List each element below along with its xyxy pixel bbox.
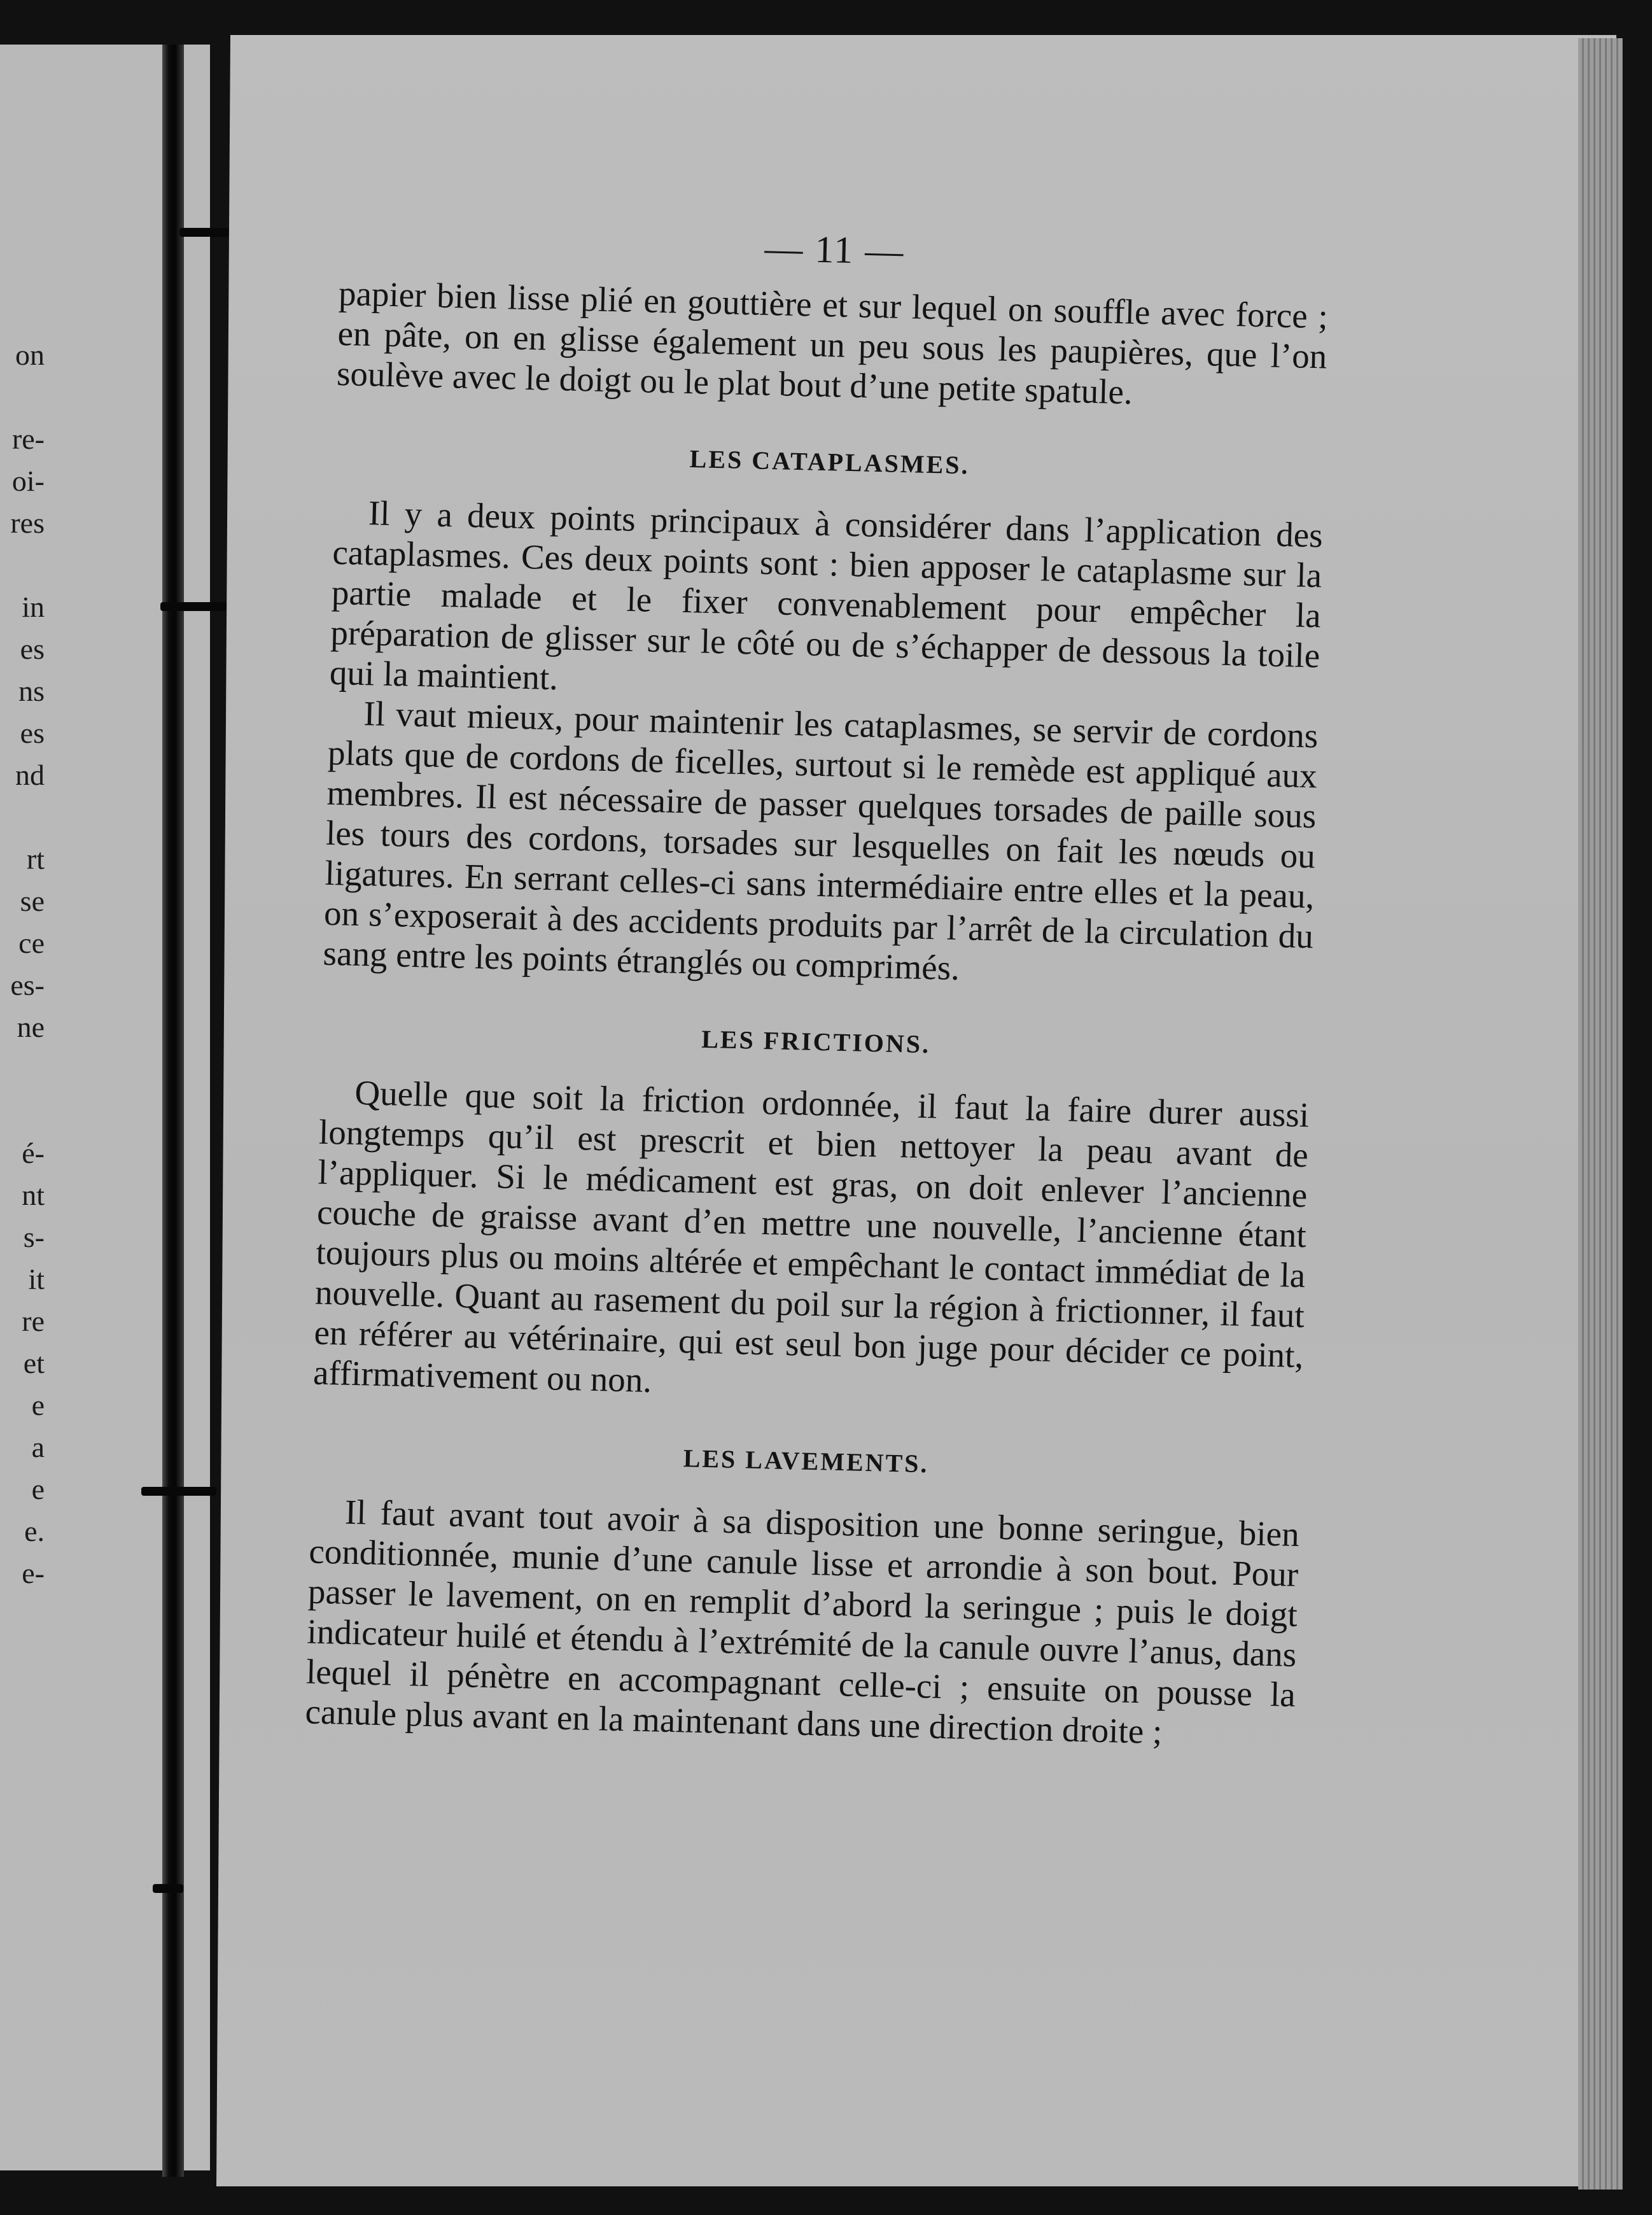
margin-fragment: es- [10, 969, 45, 1001]
section-heading-cataplasmes: LES CATAPLASMES. [689, 444, 970, 480]
margin-fragment: e- [22, 1557, 45, 1589]
opening-paragraph: papier bien lisse plié en gouttière et sur lequel on souffle avec force ; en pâte, on en glisse également un peu sous les paupières, que l’on soulève avec le doigt ou le plat bout d’une petite spatule. [336, 273, 1329, 412]
left-page-margin-fragments [0, 334, 45, 1594]
margin-fragment: on [15, 339, 45, 371]
page-content [305, 216, 1330, 1755]
margin-fragment: a [31, 1431, 45, 1463]
book-binding-spine [162, 45, 184, 2177]
margin-fragment: res [10, 507, 45, 539]
paragraph: Il faut avant tout avoir à sa disposition une bonne seringue, bien conditionnée, munie d’une canule lisse et arrondie à son bout. Pour passer le lavement, on en remplit d’abord la seringue ; puis le doigt indicateur huilé et étendu à l’extrémité de la canule ouvre l’anus, dans lequel il pénètre en accompagnant celle-ci ; ensuite on pousse la canule plus avant en la maintenant dans une direction droite ; [304, 1492, 1300, 1752]
margin-fragment: et [23, 1347, 45, 1379]
margin-fragment: nt [22, 1179, 45, 1211]
binding-stitch [160, 602, 227, 611]
margin-fragment: it [28, 1263, 45, 1295]
margin-fragment: s- [23, 1221, 45, 1253]
margin-fragment [0, 1048, 45, 1090]
page-number: — 11 — [764, 227, 906, 272]
page-edges [1578, 38, 1623, 2190]
section-heading-lavements: LES LAVEMENTS. [683, 1444, 930, 1479]
paragraph: Il y a deux points principaux à considérer dans l’application des cataplasmes. Ces deux points sont : bien apposer le cataplasme sur la partie malade et le fixer convenablement pour empêcher la préparation de glisser sur le côté ou de s’échapper de dessous la toile qui la maintient. [329, 493, 1324, 698]
margin-fragment: es [20, 633, 45, 665]
margin-fragment [0, 1090, 45, 1132]
margin-fragment: in [22, 591, 45, 623]
margin-fragment: ne [17, 1011, 45, 1043]
paragraph: Quelle que soit la friction ordonnée, il faut la faire durer aussi longtemps qu’il est prescrit et bien nettoyer la peau avant de l’appliquer. Si le médicament est gras, on doit enlever l’ancienne couche de graisse avant d’en mettre une nouvelle, l’ancienne étant toujours plus ou moins altérée et empêchant le contact immédiat de la nouvelle. Quant au rasement du poil sur la région à frictionner, il faut en référer au vétérinaire, qui est seul bon juge pour décider ce point, affirmativement ou non. [312, 1072, 1310, 1400]
paragraph: Il vaut mieux, pour maintenir les cataplasmes, se servir de cordons plats que de cordons de ficelles, surtout si le remède est appliqué aux membres. Il est nécessaire de passer quelques torsades de paille sous les tours des cordons, torsades sur lesquelles on fait les nœuds ou ligatures. En serrant celles-ci sans intermédiaire entre elles et la peau, on s’exposerait à des accidents produits par l’arrêt de la circulation du sang entre les points étranglés ou comprimés. [323, 694, 1319, 988]
section-heading-frictions: LES FRICTIONS. [701, 1024, 931, 1059]
margin-fragment: nd [15, 759, 45, 791]
margin-fragment: re [22, 1305, 45, 1337]
binding-stitch [179, 228, 229, 237]
margin-fragment: e [31, 1473, 45, 1505]
margin-fragment [0, 544, 45, 586]
margin-fragment: re- [11, 423, 45, 455]
margin-fragment: rt [26, 843, 45, 875]
margin-fragment: es [20, 717, 45, 749]
margin-fragment: é- [22, 1137, 45, 1169]
margin-fragment: ns [18, 675, 45, 707]
margin-fragment: se [20, 885, 45, 917]
margin-fragment: e [31, 1389, 45, 1421]
binding-stitch [153, 1884, 183, 1893]
margin-fragment: ce [18, 927, 45, 959]
margin-fragment: oi- [11, 465, 45, 497]
margin-fragment [0, 796, 45, 838]
margin-fragment: e. [24, 1515, 45, 1547]
binding-stitch [141, 1487, 216, 1496]
margin-fragment [0, 376, 45, 418]
